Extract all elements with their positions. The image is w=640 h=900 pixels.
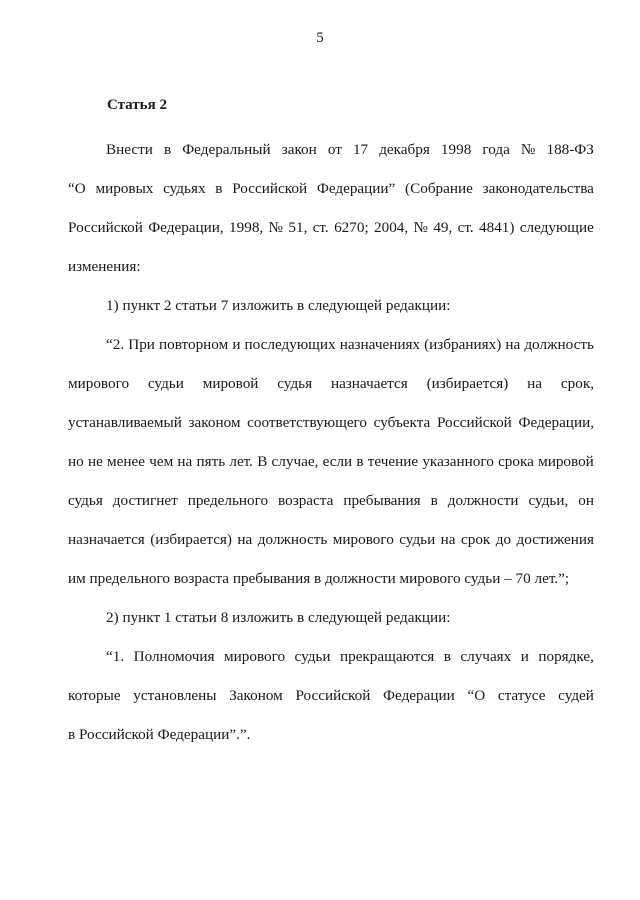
word: на [505, 336, 521, 353]
word: возраста [278, 492, 334, 509]
text-line [68, 130, 594, 169]
word: повторном [159, 336, 229, 353]
word: судьи [399, 531, 436, 548]
word: судьи, [528, 492, 569, 509]
text-line [68, 637, 594, 676]
word: судья [277, 375, 313, 392]
word: Российской [436, 414, 512, 431]
word: не [87, 453, 103, 470]
word: судьи [147, 375, 184, 392]
word: декабря [379, 141, 430, 158]
word: Федеральный [182, 141, 271, 158]
word: Федерации [383, 687, 455, 704]
word: срок, [560, 375, 594, 392]
word: 2004, [374, 219, 409, 236]
word: При [128, 336, 155, 353]
word: назначается [330, 375, 408, 392]
text-line [68, 364, 594, 403]
word: на [440, 531, 456, 548]
word: (Собрание [405, 180, 473, 197]
word: “1. [106, 648, 125, 665]
word: следующие [519, 219, 594, 236]
word: Федерации, [148, 219, 224, 236]
word: Российской [232, 180, 308, 197]
word: в [430, 492, 438, 509]
word: и [232, 336, 241, 353]
word: (избирается) [150, 531, 232, 548]
word: 1998, [229, 219, 264, 236]
word: на [527, 375, 543, 392]
text-line: в Российской Федерации”.”. [68, 726, 251, 743]
text-line [68, 169, 594, 208]
word: судьях [163, 180, 206, 197]
word: он [578, 492, 594, 509]
word: 17 [352, 141, 369, 158]
document-body [68, 130, 594, 754]
word: если [322, 453, 353, 470]
word: лет. [229, 453, 253, 470]
word: В [257, 453, 268, 470]
word: установлены [133, 687, 217, 704]
text-line: 1) пункт 2 статьи 7 изложить в следующей редакции: [106, 297, 451, 314]
word: чем [149, 453, 174, 470]
word: № [520, 141, 536, 158]
word: от [327, 141, 342, 158]
text-line [68, 676, 594, 715]
word: менее [107, 453, 145, 470]
word: пять [196, 453, 226, 470]
word: срок [460, 531, 491, 548]
word: законом [188, 414, 241, 431]
text-line: им предельного возраста пребывания в должности мирового судьи – 70 лет.”; [68, 570, 570, 587]
word: должности [447, 492, 519, 509]
word: устанавливаемый [68, 414, 182, 431]
word: Полномочия [133, 648, 215, 665]
text-line [68, 325, 594, 364]
word: Федерации, [518, 414, 594, 431]
word: ст. [457, 219, 474, 236]
word: случае, [271, 453, 319, 470]
word: (избирается) [426, 375, 509, 392]
page-number: 5 [316, 30, 324, 46]
word: назначениях [339, 336, 421, 353]
word: 49, [433, 219, 453, 236]
word: мировых [95, 180, 154, 197]
text-line [68, 208, 594, 247]
word: и [520, 648, 529, 665]
word: последующих [244, 336, 336, 353]
word: прекращаются [339, 648, 435, 665]
word: предельного [187, 492, 269, 509]
word: Законом [229, 687, 283, 704]
word: достигнет [112, 492, 178, 509]
word: законодательства [482, 180, 594, 197]
word: случаях [460, 648, 512, 665]
word: судьи [294, 648, 331, 665]
word: Федерации” [316, 180, 396, 197]
word: на [237, 531, 253, 548]
word: достижения [516, 531, 594, 548]
word: на [177, 453, 193, 470]
word: которые [68, 687, 121, 704]
text-line [68, 481, 594, 520]
word: мировой [538, 453, 594, 470]
word: статусе [497, 687, 546, 704]
word: срока [498, 453, 534, 470]
word: указанного [422, 453, 494, 470]
word: в [356, 453, 364, 470]
word: но [68, 453, 84, 470]
text-line [68, 403, 594, 442]
word: 4841) [479, 219, 515, 236]
word: в [163, 141, 172, 158]
word: должность [257, 531, 328, 548]
word: № [268, 219, 284, 236]
word: судья [68, 492, 103, 509]
word: субъекта [373, 414, 431, 431]
word: закон [281, 141, 317, 158]
text-line [68, 520, 594, 559]
article-heading: Статья 2 [107, 97, 167, 113]
word: назначается [68, 531, 145, 548]
word: течение [367, 453, 419, 470]
word: 188-ФЗ [546, 141, 594, 158]
text-line: изменения: [68, 258, 141, 275]
word: мирового [68, 375, 130, 392]
word: 1998 [440, 141, 472, 158]
word: “О [467, 687, 486, 704]
word: судей [558, 687, 594, 704]
word: (избраниях) [424, 336, 502, 353]
word: мирового [332, 531, 394, 548]
word: 51, [288, 219, 308, 236]
word: до [495, 531, 512, 548]
word: “2. [106, 336, 125, 353]
word: соответствующего [247, 414, 368, 431]
word: мирового [224, 648, 286, 665]
word: Российской [68, 219, 143, 236]
word: в [443, 648, 451, 665]
word: Российской [295, 687, 371, 704]
word: 6270; [334, 219, 369, 236]
word: порядке, [538, 648, 594, 665]
word: должность [524, 336, 594, 353]
word: № [413, 219, 428, 236]
word: года [482, 141, 510, 158]
word: в [215, 180, 223, 197]
word: Внести [106, 141, 153, 158]
text-line [68, 442, 594, 481]
text-line: 2) пункт 1 статьи 8 изложить в следующей редакции: [106, 609, 451, 626]
word: ст. [312, 219, 329, 236]
word: “О [68, 180, 86, 197]
word: мировой [202, 375, 259, 392]
word: пребывания [343, 492, 421, 509]
